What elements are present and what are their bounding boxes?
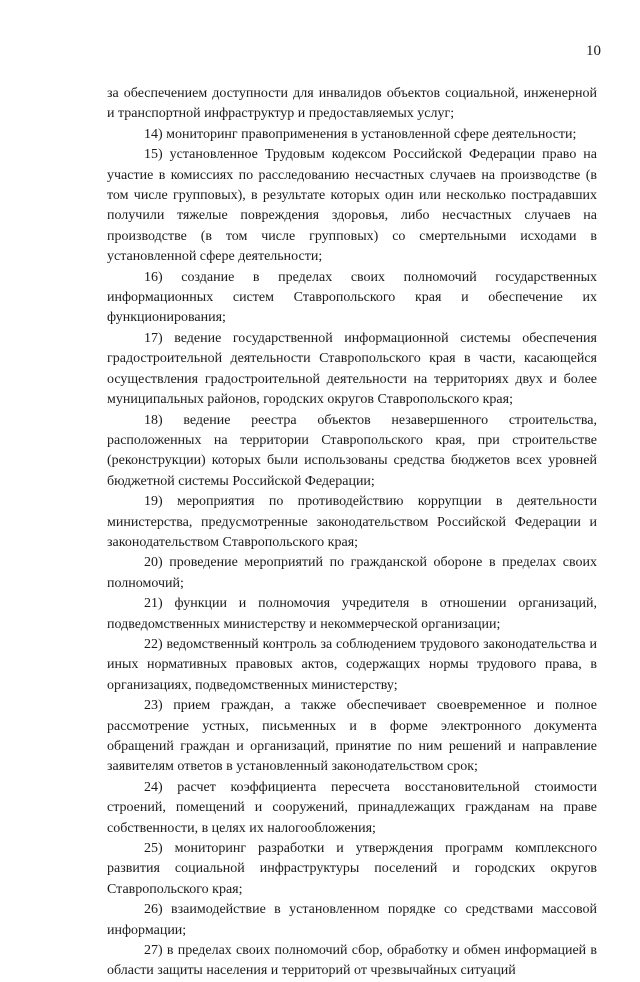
paragraph-item-25: 25) мониторинг разработки и утверждения программ комплексного развития социальной инфраструктуры поселений и городских округов Ставропольского края;	[107, 841, 597, 897]
paragraph-item-17: 17) ведение государственной информационной системы обеспечения градостроительной деятельности Ставропольского края в части, касающейся осуществления градостроительной деятельности на территориях двух и более муниципальных районов, городских округов Ставропольского края;	[107, 330, 597, 408]
paragraph-item-15: 15) установленное Трудовым кодексом Российской Федерации право на участие в комиссиях по расследованию несчастных случаев на производстве (в том числе групповых), в результате которых один или несколько пострадавших получили тяжелые повреждения здоровья, либо несчастных случаев на производстве (в том числе групповых) со смертельными исходами в установленной сфере деятельности;	[107, 147, 597, 265]
paragraph-continuation: за обеспечением доступности для инвалидов объектов социальной, инженерной и транспортной инфраструктур и предоставляемых услуг;	[107, 86, 597, 122]
paragraph-item-24: 24) расчет коэффициента пересчета восстановительной стоимости строений, помещений и сооружений, принадлежащих гражданам на праве собственности, в целях их налогообложения;	[107, 779, 597, 836]
paragraph-item-27: 27) в пределах своих полномочий сбор, обработку и обмен информацией в области защиты населения и территорий от чрезвычайных ситуаций	[107, 943, 597, 979]
paragraph-item-23: 23) прием граждан, а также обеспечивает своевременное и полное рассмотрение устных, письменных и в форме электронного документа обращений граждан и организаций, принятие по ним решений и направление заявителям ответов в установленный законодательством срок;	[107, 698, 597, 775]
paragraph-item-20: 20) проведение мероприятий по гражданской обороне в пределах своих полномочий;	[107, 555, 597, 591]
paragraph-item-18: 18) ведение реестра объектов незавершенного строительства, расположенных на территории Ставропольского края, при строительстве (реконструкции) которых были использованы средства бюджетов всех уровней бюджетной системы Российской Федерации;	[107, 412, 597, 489]
paragraph-item-22: 22) ведомственный контроль за соблюдением трудового законодательства и иных нормативных правовых актов, содержащих нормы трудового права, в организациях, подведомственных министерству;	[107, 636, 597, 693]
paragraph-item-26: 26) взаимодействие в установленном порядке со средствами массовой информации;	[107, 902, 597, 938]
paragraph-item-16: 16) создание в пределах своих полномочий государственных информационных систем Ставропольского края и обеспечение их функционирования;	[107, 269, 597, 326]
document-body	[107, 84, 597, 982]
page-number: 10	[586, 43, 601, 59]
paragraph-item-21: 21) функции и полномочия учредителя в отношении организаций, подведомственных министерству и некоммерческой организации;	[107, 596, 597, 632]
paragraph-item-14: 14) мониторинг правоприменения в установленной сфере деятельности;	[144, 126, 577, 142]
paragraph-item-19: 19) мероприятия по противодействию коррупции в деятельности министерства, предусмотренные законодательством Российской Федерации и законодательством Ставропольского края;	[107, 494, 597, 550]
